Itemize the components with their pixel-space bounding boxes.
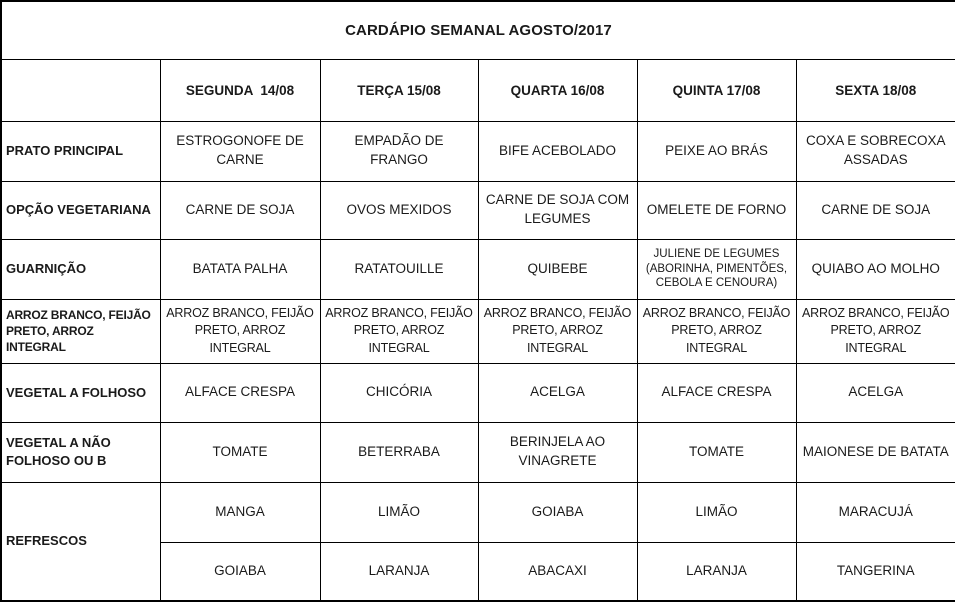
menu-cell: CARNE DE SOJA [796, 181, 955, 239]
menu-cell: TOMATE [160, 422, 320, 482]
menu-cell: ARROZ BRANCO, FEIJÃO PRETO, ARROZ INTEGRAL [320, 299, 478, 363]
menu-cell: MARACUJÁ [796, 482, 955, 542]
menu-cell: CHICÓRIA [320, 363, 478, 422]
menu-cell: GOIABA [478, 482, 637, 542]
menu-cell: LARANJA [637, 542, 796, 601]
menu-cell: COXA E SOBRECOXA ASSADAS [796, 121, 955, 181]
menu-cell: GOIABA [160, 542, 320, 601]
menu-cell: ARROZ BRANCO, FEIJÃO PRETO, ARROZ INTEGRAL [160, 299, 320, 363]
corner-cell [1, 59, 160, 121]
menu-cell: ABACAXI [478, 542, 637, 601]
menu-cell: ACELGA [796, 363, 955, 422]
row-opcao-vegetariana [1, 181, 955, 239]
menu-cell: CARNE DE SOJA COM LEGUMES [478, 181, 637, 239]
row-label-arroz-feijao: ARROZ BRANCO, FEIJÃO PRETO, ARROZ INTEGRAL [1, 299, 160, 363]
day-header-terca: TERÇA 15/08 [320, 59, 478, 121]
page-title: CARDÁPIO SEMANAL AGOSTO/2017 [1, 1, 955, 59]
menu-cell: LARANJA [320, 542, 478, 601]
menu-cell: BERINJELA AO VINAGRETE [478, 422, 637, 482]
menu-cell: MAIONESE DE BATATA [796, 422, 955, 482]
menu-cell: BETERRABA [320, 422, 478, 482]
menu-cell: QUIBEBE [478, 239, 637, 299]
menu-cell: BATATA PALHA [160, 239, 320, 299]
menu-cell: RATATOUILLE [320, 239, 478, 299]
day-header-row [1, 59, 955, 121]
row-vegetal-nao-folhoso [1, 422, 955, 482]
row-label-prato-principal: PRATO PRINCIPAL [1, 121, 160, 181]
row-refrescos-1 [1, 482, 955, 542]
menu-cell: JULIENE DE LEGUMES (ABORINHA, PIMENTÕES, CEBOLA E CENOURA) [637, 239, 796, 299]
row-guarnicao [1, 239, 955, 299]
menu-cell: ARROZ BRANCO, FEIJÃO PRETO, ARROZ INTEGRAL [637, 299, 796, 363]
row-label-opcao-vegetariana: OPÇÃO VEGETARIANA [1, 181, 160, 239]
menu-cell: ACELGA [478, 363, 637, 422]
menu-cell: PEIXE AO BRÁS [637, 121, 796, 181]
menu-cell: ARROZ BRANCO, FEIJÃO PRETO, ARROZ INTEGRAL [796, 299, 955, 363]
menu-cell: ESTROGONOFE DE CARNE [160, 121, 320, 181]
day-header-quarta: QUARTA 16/08 [478, 59, 637, 121]
menu-cell: CARNE DE SOJA [160, 181, 320, 239]
row-label-vegetal-folhoso: VEGETAL A FOLHOSO [1, 363, 160, 422]
menu-cell: ALFACE CRESPA [160, 363, 320, 422]
day-header-sexta: SEXTA 18/08 [796, 59, 955, 121]
title-row [1, 1, 955, 59]
row-arroz-feijao [1, 299, 955, 363]
day-header-segunda: SEGUNDA 14/08 [160, 59, 320, 121]
menu-cell: LIMÃO [320, 482, 478, 542]
menu-cell: ALFACE CRESPA [637, 363, 796, 422]
row-vegetal-folhoso [1, 363, 955, 422]
menu-cell: OVOS MEXIDOS [320, 181, 478, 239]
menu-cell: MANGA [160, 482, 320, 542]
menu-cell: QUIABO AO MOLHO [796, 239, 955, 299]
row-prato-principal [1, 121, 955, 181]
row-label-guarnicao: GUARNIÇÃO [1, 239, 160, 299]
day-header-quinta: QUINTA 17/08 [637, 59, 796, 121]
menu-cell: TOMATE [637, 422, 796, 482]
row-label-refrescos: REFRESCOS [1, 482, 160, 601]
menu-cell: LIMÃO [637, 482, 796, 542]
menu-cell: ARROZ BRANCO, FEIJÃO PRETO, ARROZ INTEGRAL [478, 299, 637, 363]
menu-cell: BIFE ACEBOLADO [478, 121, 637, 181]
menu-cell: OMELETE DE FORNO [637, 181, 796, 239]
menu-cell: EMPADÃO DE FRANGO [320, 121, 478, 181]
row-label-vegetal-nao-folhoso: VEGETAL A NÃO FOLHOSO OU B [1, 422, 160, 482]
menu-cell: TANGERINA [796, 542, 955, 601]
